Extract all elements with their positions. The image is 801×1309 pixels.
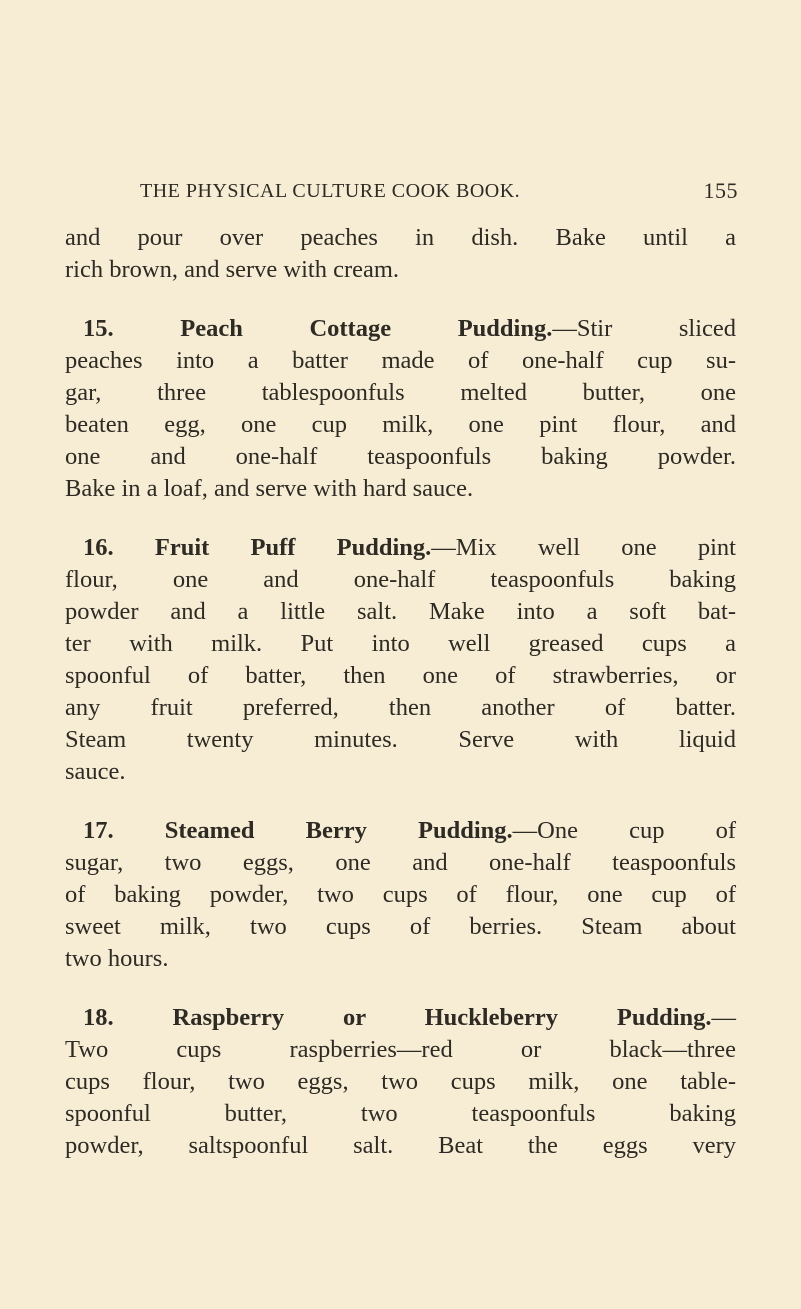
line-text: spoonful of batter, then one of strawberries, or [65, 662, 736, 689]
line-text: ter with milk. Put into well greased cups a [65, 630, 736, 657]
line-text: of baking powder, two cups of flour, one cup of [65, 881, 736, 908]
text-line [65, 724, 736, 756]
text-line [65, 409, 736, 441]
line-text: flour, one and one-half teaspoonfuls baking [65, 566, 736, 593]
recipe-paragraph [65, 815, 736, 975]
text-line [65, 313, 736, 345]
continued-paragraph [65, 222, 736, 286]
text-line [65, 1098, 736, 1130]
text-line [65, 847, 736, 879]
line-text: peaches into a batter made of one-half cup su- [65, 347, 736, 374]
line-text: powder and a little salt. Make into a soft bat- [65, 598, 736, 625]
line-text: and pour over peaches in dish. Bake until a [65, 224, 736, 251]
recipe-title: 16. Fruit Puff Pudding. [83, 534, 432, 561]
text-line [65, 660, 736, 692]
text-line [65, 815, 736, 847]
text-line [65, 628, 736, 660]
text-line [65, 473, 736, 505]
text-line [65, 692, 736, 724]
line-text: one and one-half teaspoonfuls baking powder. [65, 443, 736, 470]
page-number: 155 [703, 178, 738, 203]
text-line [65, 879, 736, 911]
line-text: beaten egg, one cup milk, one pint flour, and [65, 411, 736, 438]
line-text: sugar, two eggs, one and one-half teaspoonfuls [65, 849, 736, 876]
line-text: sauce. [65, 758, 126, 785]
line-text: gar, three tablespoonfuls melted butter, one [65, 379, 736, 406]
line-text: —Stir sliced [552, 315, 737, 342]
text-line [65, 377, 736, 409]
text-line [65, 222, 736, 254]
line-text: Steam twenty minutes. Serve with liquid [65, 726, 736, 753]
text-line [65, 1002, 736, 1034]
line-text: sweet milk, two cups of berries. Steam about [65, 913, 736, 940]
text-line [65, 911, 736, 943]
recipe-paragraph [65, 532, 736, 788]
recipe-title: 17. Steamed Berry Pudding. [83, 817, 513, 844]
running-header [140, 180, 738, 208]
recipe-paragraph [65, 313, 736, 505]
text-line [65, 943, 736, 975]
line-text: rich brown, and serve with cream. [65, 256, 400, 283]
recipe-paragraph [65, 1002, 736, 1162]
line-text: any fruit preferred, then another of batter. [65, 694, 736, 721]
text-line [65, 564, 736, 596]
line-text: powder, saltspoonful salt. Beat the eggs very [65, 1132, 736, 1159]
line-text: two hours. [65, 945, 169, 972]
text-line [65, 254, 736, 286]
text-line [65, 1130, 736, 1162]
line-text: — [711, 1004, 736, 1031]
text-line [65, 1034, 736, 1066]
recipe-title: 18. Raspberry or Huckleberry Pudding. [83, 1004, 712, 1031]
text-line [65, 1066, 736, 1098]
line-text: cups flour, two eggs, two cups milk, one table- [65, 1068, 736, 1095]
line-text: Two cups raspberries—red or black—three [65, 1036, 736, 1063]
text-line [65, 441, 736, 473]
recipe-title: 15. Peach Cottage Pudding. [83, 315, 553, 342]
running-title: THE PHYSICAL CULTURE COOK BOOK. [140, 180, 521, 202]
line-text: —One cup of [512, 817, 736, 844]
line-text: Bake in a loaf, and serve with hard sauce. [65, 475, 474, 502]
text-line [65, 532, 736, 564]
text-line [65, 596, 736, 628]
line-text: —Mix well one pint [431, 534, 736, 561]
text-line [65, 345, 736, 377]
line-text: spoonful butter, two teaspoonfuls baking [65, 1100, 736, 1127]
text-line [65, 756, 736, 788]
page-body [65, 222, 736, 1189]
